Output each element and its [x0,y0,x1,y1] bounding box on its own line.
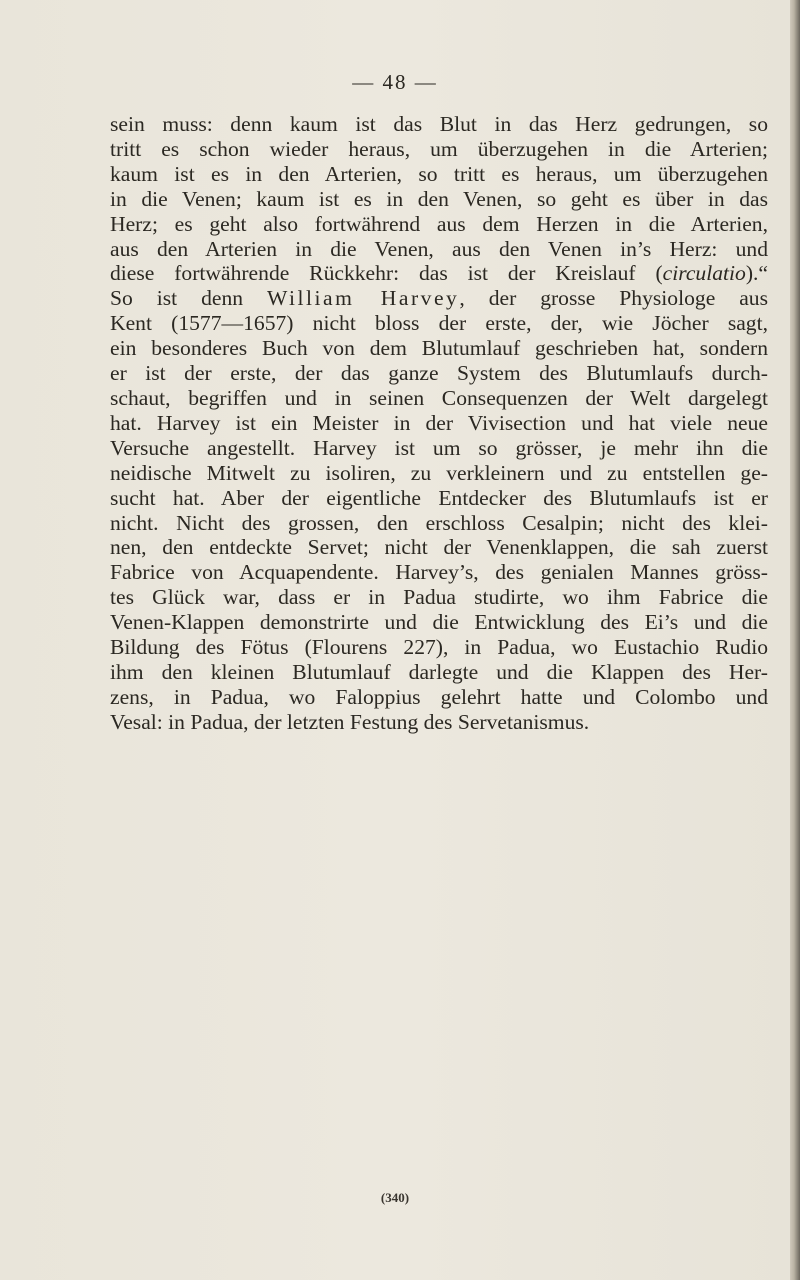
text-line: zens, in Padua, wo Faloppius gelehrt hatte und Colombo und [110,684,768,709]
page-footer: (340) [380,1190,410,1205]
text-line: Vesal: in Padua, der letzten Festung des Servetanismus. [110,709,590,734]
text-line: So ist denn William Harvey, der grosse Physiologe aus [110,286,768,311]
text-line: Versuche angestellt. Harvey ist um so grösser, je mehr ihn die [110,435,768,460]
text-line: tritt es schon wieder heraus, um überzugehen in die Arterien; [110,136,768,161]
text-line: Bildung des Fötus (Flourens 227), in Padua, wo Eustachio Rudio [110,635,768,660]
text-line: nicht. Nicht des grossen, den erschloss Cesalpin; nicht des klei- [110,510,768,535]
text-line: aus den Arterien in die Venen, aus den Venen in’s Herz: und [110,236,768,261]
page-edge-shadow [790,0,800,1280]
text-line: schaut, begriffen und in seinen Consequenzen der Welt dargelegt [110,385,768,410]
body-text [110,112,768,735]
italic-term: circulatio [662,261,746,286]
text-line: sein muss: denn kaum ist das Blut in das Herz gedrungen, so [110,112,768,136]
text-line: neidische Mitwelt zu isoliren, zu verkleinern und zu entstellen ge- [110,460,768,485]
text-line: Fabrice von Acquapendente. Harvey’s, des genialen Mannes gröss- [110,560,768,585]
text-line: hat. Harvey ist ein Meister in der Vivisection und hat viele neue [110,410,768,435]
text-line: Kent (1577—1657) nicht bloss der erste, der, wie Jöcher sagt, [110,311,768,336]
text-line: kaum ist es in den Arterien, so tritt es heraus, um überzugehen [110,161,768,186]
text-line: nen, den entdeckte Servet; nicht der Venenklappen, die sah zuerst [110,535,768,560]
text-line: in die Venen; kaum ist es in den Venen, so geht es über in das [110,186,768,211]
text-line: tes Glück war, dass er in Padua studirte, wo ihm Fabrice die [110,585,768,610]
text-line: er ist der erste, der das ganze System des Blutumlaufs durch- [110,361,768,386]
text-line: Venen-Klappen demonstrirte und die Entwicklung des Ei’s und die [110,610,768,635]
text-line: diese fortwährende Rückkehr: das ist der Kreislauf (circulatio).“ [110,261,768,286]
text-line: ein besonderes Buch von dem Blutumlauf geschrieben hat, sondern [110,336,768,361]
text-line: ihm den kleinen Blutumlauf darlegte und die Klappen des Her- [110,659,768,684]
text-line: Herz; es geht also fortwährend aus dem Herzen in die Arterien, [110,211,768,236]
text-line: sucht hat. Aber der eigentliche Entdecker des Blutumlaufs ist er [110,485,768,510]
page-header: — 48 — [352,70,438,94]
spaced-name: William Harvey [266,286,460,311]
